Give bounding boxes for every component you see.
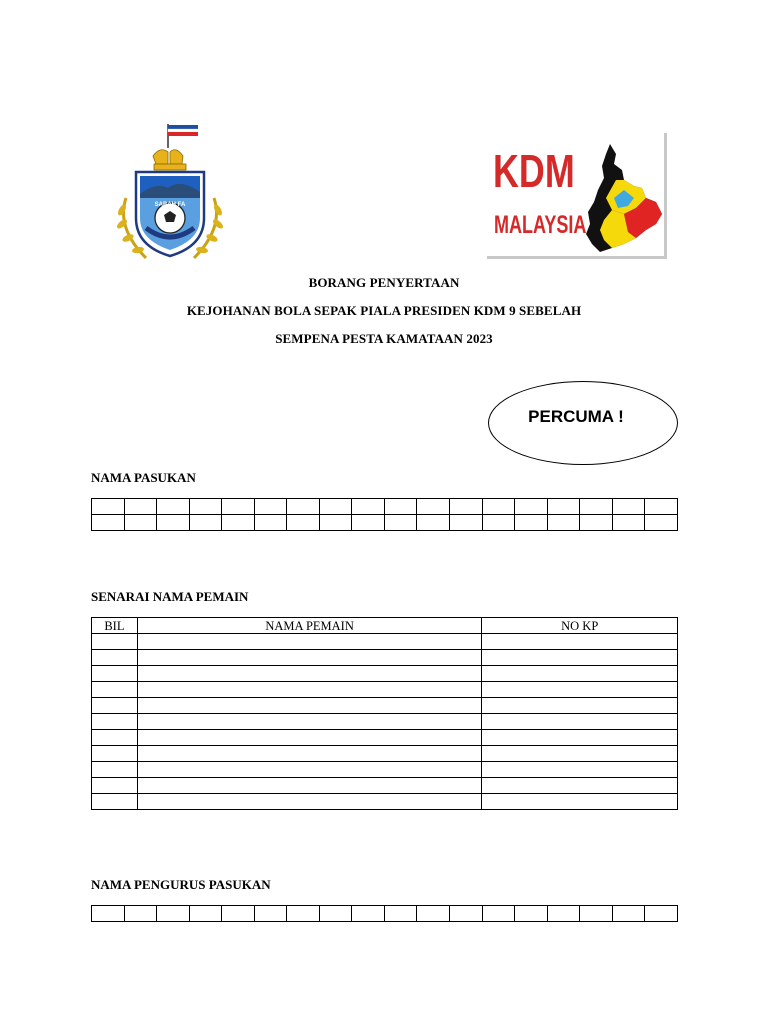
team-name-cell[interactable] (384, 499, 417, 515)
team-name-cell[interactable] (515, 499, 548, 515)
team-name-grid-body (92, 499, 678, 531)
player-id-number-cell[interactable] (482, 682, 678, 698)
player-bil-cell[interactable] (92, 794, 138, 810)
player-id-number-cell[interactable] (482, 650, 678, 666)
player-row (92, 682, 678, 698)
team-name-cell[interactable] (482, 515, 515, 531)
team-name-cell[interactable] (417, 515, 450, 531)
column-header-id-number: NO KP (482, 618, 678, 634)
team-manager-cell[interactable] (645, 906, 678, 922)
player-bil-cell[interactable] (92, 714, 138, 730)
player-player-name-cell[interactable] (137, 698, 482, 714)
team-manager-row (92, 906, 678, 922)
kdm-malaysia-logo (484, 130, 668, 260)
team-manager-cell[interactable] (482, 906, 515, 922)
team-manager-cell[interactable] (384, 906, 417, 922)
team-name-cell[interactable] (450, 515, 483, 531)
team-name-cell[interactable] (612, 499, 645, 515)
team-name-cell[interactable] (580, 515, 613, 531)
team-manager-cell[interactable] (450, 906, 483, 922)
player-player-name-cell[interactable] (137, 634, 482, 650)
team-name-cell[interactable] (92, 499, 125, 515)
free-badge-text: PERCUMA ! (528, 407, 624, 426)
column-header-player-name: NAMA PEMAIN (137, 618, 482, 634)
player-id-number-cell[interactable] (482, 762, 678, 778)
player-row (92, 714, 678, 730)
team-manager-cell[interactable] (92, 906, 125, 922)
column-header-bil: BIL (92, 618, 138, 634)
player-row (92, 778, 678, 794)
player-bil-cell[interactable] (92, 666, 138, 682)
team-manager-cell[interactable] (417, 906, 450, 922)
team-name-cell[interactable] (482, 499, 515, 515)
player-player-name-cell[interactable] (137, 794, 482, 810)
team-name-cell[interactable] (580, 499, 613, 515)
team-name-cell[interactable] (124, 499, 157, 515)
team-manager-cell[interactable] (352, 906, 385, 922)
player-row (92, 794, 678, 810)
kdm-logo-card (484, 130, 664, 256)
player-id-number-cell[interactable] (482, 746, 678, 762)
team-name-cell[interactable] (547, 499, 580, 515)
team-name-label: NAMA PASUKAN (91, 470, 196, 485)
player-row (92, 634, 678, 650)
team-name-cell[interactable] (547, 515, 580, 531)
tournament-title: KEJOHANAN BOLA SEPAK PIALA PRESIDEN KDM 9 SEBELAH (186, 303, 582, 318)
team-manager-grid-body (92, 906, 678, 922)
player-player-name-cell[interactable] (137, 778, 482, 794)
team-name-cell[interactable] (92, 515, 125, 531)
team-name-cell[interactable] (157, 499, 190, 515)
player-id-number-cell[interactable] (482, 778, 678, 794)
team-name-cell[interactable] (287, 499, 320, 515)
player-id-number-cell[interactable] (482, 730, 678, 746)
player-row (92, 666, 678, 682)
free-badge (488, 381, 678, 465)
team-manager-cell[interactable] (157, 906, 190, 922)
team-name-cell[interactable] (287, 515, 320, 531)
team-name-cell[interactable] (612, 515, 645, 531)
team-manager-label: NAMA PENGURUS PASUKAN (91, 877, 271, 892)
player-bil-cell[interactable] (92, 650, 138, 666)
team-name-row (92, 515, 678, 531)
team-manager-cell[interactable] (319, 906, 352, 922)
team-name-cell[interactable] (319, 515, 352, 531)
team-manager-cell[interactable] (189, 906, 222, 922)
player-player-name-cell[interactable] (137, 682, 482, 698)
sabah-fa-logo (108, 118, 238, 268)
player-bil-cell[interactable] (92, 762, 138, 778)
team-manager-cell[interactable] (580, 906, 613, 922)
crest-text: SABAH FA (154, 202, 186, 208)
player-id-number-cell[interactable] (482, 666, 678, 682)
player-id-number-cell[interactable] (482, 794, 678, 810)
team-name-cell[interactable] (417, 499, 450, 515)
team-name-cell[interactable] (319, 499, 352, 515)
player-id-number-cell[interactable] (482, 634, 678, 650)
event-subtitle: SEMPENA PESTA KAMATAAN 2023 (275, 331, 493, 346)
player-row (92, 730, 678, 746)
player-list-label: SENARAI NAMA PEMAIN (91, 589, 249, 604)
player-table-header-row (92, 618, 678, 634)
kdm-logo-text: KDM (493, 145, 575, 197)
player-bil-cell[interactable] (92, 698, 138, 714)
player-player-name-cell[interactable] (137, 650, 482, 666)
form-title: BORANG PENYERTAAN (308, 275, 460, 290)
team-manager-cell[interactable] (515, 906, 548, 922)
team-name-cell[interactable] (352, 499, 385, 515)
player-table-body (92, 634, 678, 810)
player-bil-cell[interactable] (92, 634, 138, 650)
player-player-name-cell[interactable] (137, 666, 482, 682)
player-player-name-cell[interactable] (137, 714, 482, 730)
team-name-cell[interactable] (157, 515, 190, 531)
team-manager-cell[interactable] (287, 906, 320, 922)
player-list-table (91, 617, 678, 810)
player-row (92, 650, 678, 666)
player-bil-cell[interactable] (92, 778, 138, 794)
team-manager-grid (91, 905, 678, 922)
sabah-map-icon (580, 140, 664, 254)
team-manager-cell[interactable] (547, 906, 580, 922)
team-manager-cell[interactable] (612, 906, 645, 922)
team-name-cell[interactable] (645, 515, 678, 531)
team-name-cell[interactable] (222, 499, 255, 515)
team-name-cell[interactable] (450, 499, 483, 515)
player-row (92, 746, 678, 762)
team-name-cell[interactable] (222, 515, 255, 531)
player-player-name-cell[interactable] (137, 730, 482, 746)
team-name-row (92, 499, 678, 515)
player-row (92, 762, 678, 778)
player-row (92, 698, 678, 714)
team-name-cell[interactable] (352, 515, 385, 531)
player-bil-cell[interactable] (92, 730, 138, 746)
team-name-cell[interactable] (254, 499, 287, 515)
team-manager-cell[interactable] (124, 906, 157, 922)
player-player-name-cell[interactable] (137, 746, 482, 762)
malaysia-logo-text: MALAYSIA (494, 211, 587, 239)
sabah-fa-crest-icon (108, 118, 238, 268)
team-manager-cell[interactable] (222, 906, 255, 922)
player-id-number-cell[interactable] (482, 714, 678, 730)
team-name-cell[interactable] (254, 515, 287, 531)
team-name-cell[interactable] (515, 515, 548, 531)
team-name-cell[interactable] (384, 515, 417, 531)
team-name-cell[interactable] (124, 515, 157, 531)
team-manager-cell[interactable] (254, 906, 287, 922)
team-name-cell[interactable] (189, 499, 222, 515)
team-name-cell[interactable] (645, 499, 678, 515)
player-id-number-cell[interactable] (482, 698, 678, 714)
team-name-cell[interactable] (189, 515, 222, 531)
player-bil-cell[interactable] (92, 682, 138, 698)
team-name-grid (91, 498, 678, 531)
player-player-name-cell[interactable] (137, 762, 482, 778)
player-bil-cell[interactable] (92, 746, 138, 762)
